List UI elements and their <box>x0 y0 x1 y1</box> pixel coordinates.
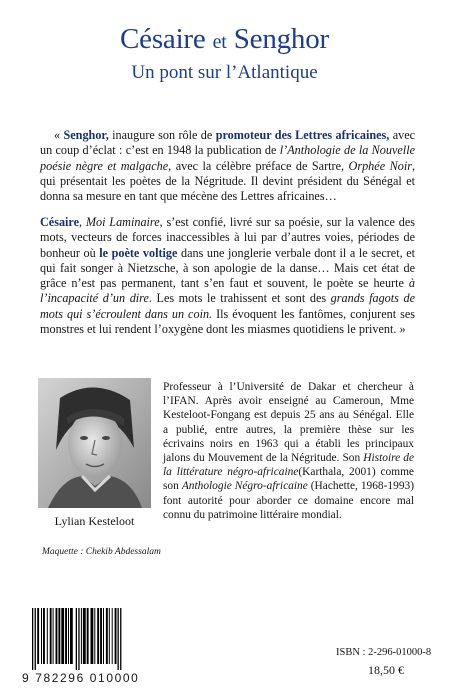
author-bio <box>163 380 414 522</box>
text-run: Orphée Noir <box>348 158 412 173</box>
text-run: « <box>54 128 64 142</box>
text-run: l’Anthologie de la Nouvelle poésie nègre et malgache <box>40 143 415 173</box>
title-senghor: Senghor <box>233 23 329 55</box>
text-run: (Hachette, 1968-1993) font autorité pour aborder ce domaine encore mal connu du patrimoine littéraire mondial. <box>163 480 414 521</box>
text-run: Moi Laminaire <box>85 215 160 229</box>
text-run: avec un coup d’éclat : c’est en 1948 la publication de <box>40 128 416 158</box>
text-run: Césaire <box>40 215 80 229</box>
text-run: Senghor, <box>63 128 109 142</box>
text-run: dans une jonglerie verbale dont il a le secret, et qui fait songer à Nietzsche, à son apologie de la danse… Mais cet état de grâce n’est pas permanent, tant s’en faut et souvent, le poète se heurte <box>40 245 415 291</box>
title-block <box>0 22 449 84</box>
text-run: le poète voltige <box>99 245 178 260</box>
quote-paragraph-1 <box>40 128 415 204</box>
text-run: (Karthala, 2001) comme son <box>163 466 414 493</box>
quote-paragraph-2 <box>40 215 415 337</box>
text-run: Histoire de la littérature négro-africaine <box>163 452 415 479</box>
text-run: grands fagots de mots qui s’écroulent dans un coin. <box>40 291 415 321</box>
text-run: Anthologie Négro-africaine <box>181 480 308 493</box>
layout-credit: Maquette : Chekib Abdessalam <box>42 547 161 557</box>
text-run: , qui présentait les poètes de la Négritude. Il devint président du Sénégal et donna sa mesure en tant que mécène des Lettres africaines… <box>40 158 416 204</box>
title-cesaire: Césaire <box>120 23 206 55</box>
text-run: Professeur à l’Université de Dakar et chercheur à l’IFAN. Après avoir enseigné au Cameroun, Mme Kesteloot-Fongang est depuis 25 ans au Sénégal. Elle a publié, entre autres, la première thèse sur les écrivains noirs en 1963 qui a établi les principaux jalons du Mouvement de la Négritude. Son <box>163 381 414 465</box>
price: 18,50 € <box>368 663 404 677</box>
text-run: , avec la célèbre préface de Sartre, <box>168 158 349 173</box>
author-photo <box>38 378 151 508</box>
text-run: à l’incapacité d’un dire <box>40 276 415 306</box>
isbn: ISBN : 2-296-01000-8 <box>336 647 432 658</box>
barcode-icon <box>30 608 190 670</box>
text-run: promoteur des Lettres africaines, <box>215 128 390 142</box>
title-et: et <box>212 31 227 53</box>
text-run: inaugure son rôle de <box>108 128 216 142</box>
barcode-digits: 9 782296 010000 <box>22 671 140 685</box>
barcode-box <box>14 608 190 683</box>
book-title <box>0 22 449 59</box>
author-name: Lylian Kesteloot <box>54 514 135 528</box>
text-run: . Les mots le trahissent et sont des <box>148 291 331 306</box>
text-run: , <box>79 215 86 229</box>
text-run: Ils évoquent les fantômes, conjurent ses monstres et lui rendent l’oxygène dont les miasmes quotidiens le privent. » <box>40 306 415 337</box>
text-run: , s’est confié, livré sur sa poésie, sur la valence des mots, vecteurs de forces inaccessibles à lui par d’autres voies, périodes de bonheur où <box>40 215 415 260</box>
book-subtitle: Un pont sur l’Atlantique <box>131 62 318 83</box>
